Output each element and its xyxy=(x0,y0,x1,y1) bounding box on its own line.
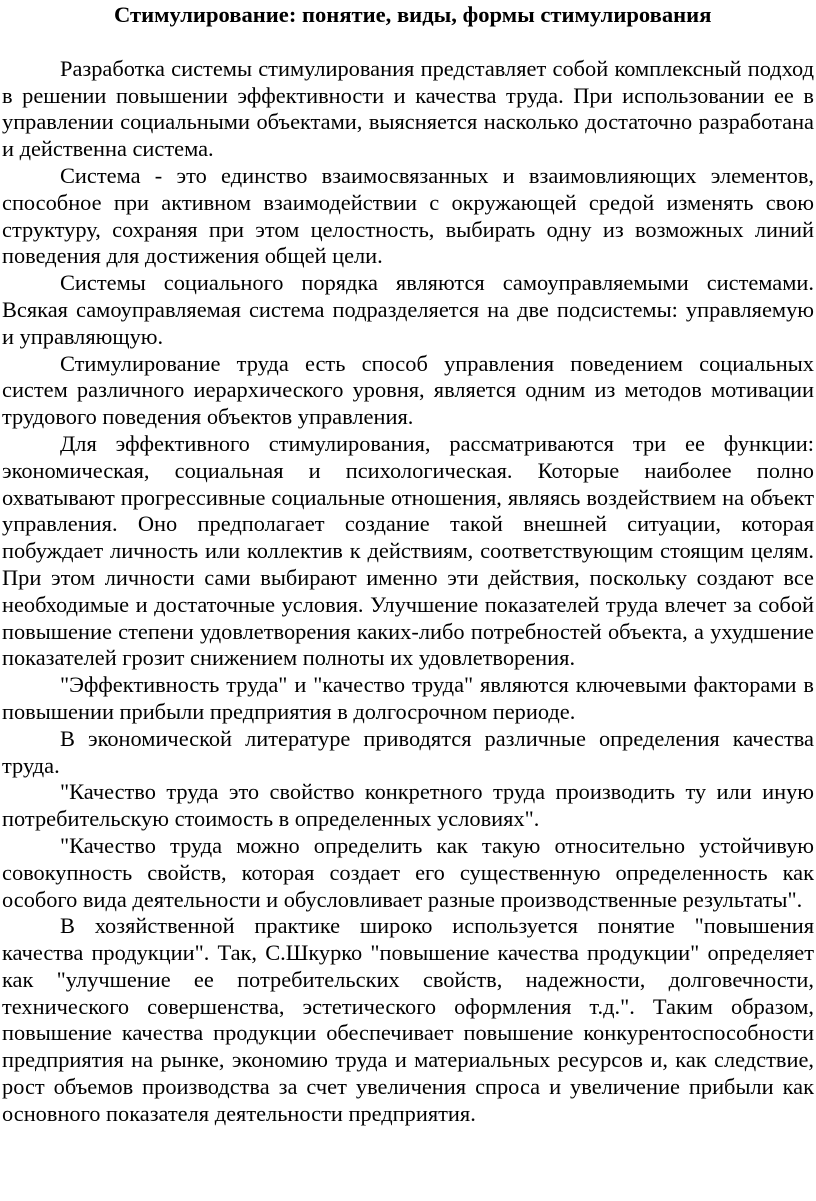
paragraph-6: "Эффективность труда" и "качество труда" являются ключевыми факторами в повышении прибыли предприятия в долгосрочном периоде. xyxy=(2,672,814,724)
paragraph-8: "Качество труда это свойство конкретного труда производить ту или иную потребительскую стоимость в определенных условиях". xyxy=(2,779,814,832)
paragraph-10: В хозяйственной практике широко используется понятие "повышения качества продукции". Так, С.Шкурко "повышение качества продукции" определяет как "улучшение ее потребительских свойств, надежности, долговечности, технического совершенства, эстетического оформления т.д.". Таким образом, повышение качества продукции обеспечивает повышение конкурентоспособности предприятия на рынке, экономию труда и материальных ресурсов и, как следствие, рост объемов производства за счет увеличения спроса и увеличение прибыли как основного показателя деятельности предприятия. xyxy=(2,913,814,1126)
paragraph-2: Система - это единство взаимосвязанных и взаимовлияющих элементов, способное при активном взаимодействии с окружающей средой изменять свою структуру, сохраняя при этом целостность, выбирать одну из возможных линий поведения для достижения общей цели. xyxy=(2,162,814,269)
paragraph-3: Системы социального порядка являются самоуправляемыми системами. Всякая самоуправляемая система подразделяется на две подсистемы: управляемую и управляющую. xyxy=(2,270,814,349)
paragraph-1: Разработка системы стимулирования представляет собой комплексный подход в решении повышении эффективности и качества труда. При использовании ее в управлении социальными объектами, выясняется насколько достаточно разработана и действенна система. xyxy=(2,55,814,162)
paragraph-7: В экономической литературе приводятся различные определения качества труда. xyxy=(2,725,814,778)
paragraph-4: Стимулирование труда есть способ управления поведением социальных систем различного иерархического уровня, является одним из методов мотивации трудового поведения объектов управления. xyxy=(2,350,814,430)
paragraph-5: Для эффективного стимулирования, рассматриваются три ее функции: экономическая, социальная и психологическая. Которые наиболее полно охватывают прогрессивные социальные отношения, являясь воздействием на объект управления. Оно предполагает создание такой внешней ситуации, которая побуждает личность или коллектив к действиям, соответствующим стоящим целям. При этом личности сами выбирают именно эти действия, поскольку создают все необходимые и достаточные условия. Улучшение показателей труда влечет за собой повышение степени удовлетворения каких-либо потребностей объекта, а ухудшение показателей грозит снижением полноты их удовлетворения. xyxy=(2,430,814,671)
paragraph-9: "Качество труда можно определить как такую относительно устойчивую совокупность свойств, которая создает его существенную определенность как особого вида деятельности и обусловливает разные производственные результаты". xyxy=(2,832,814,912)
page-title: Стимулирование: понятие, виды, формы стимулирования xyxy=(114,2,712,27)
